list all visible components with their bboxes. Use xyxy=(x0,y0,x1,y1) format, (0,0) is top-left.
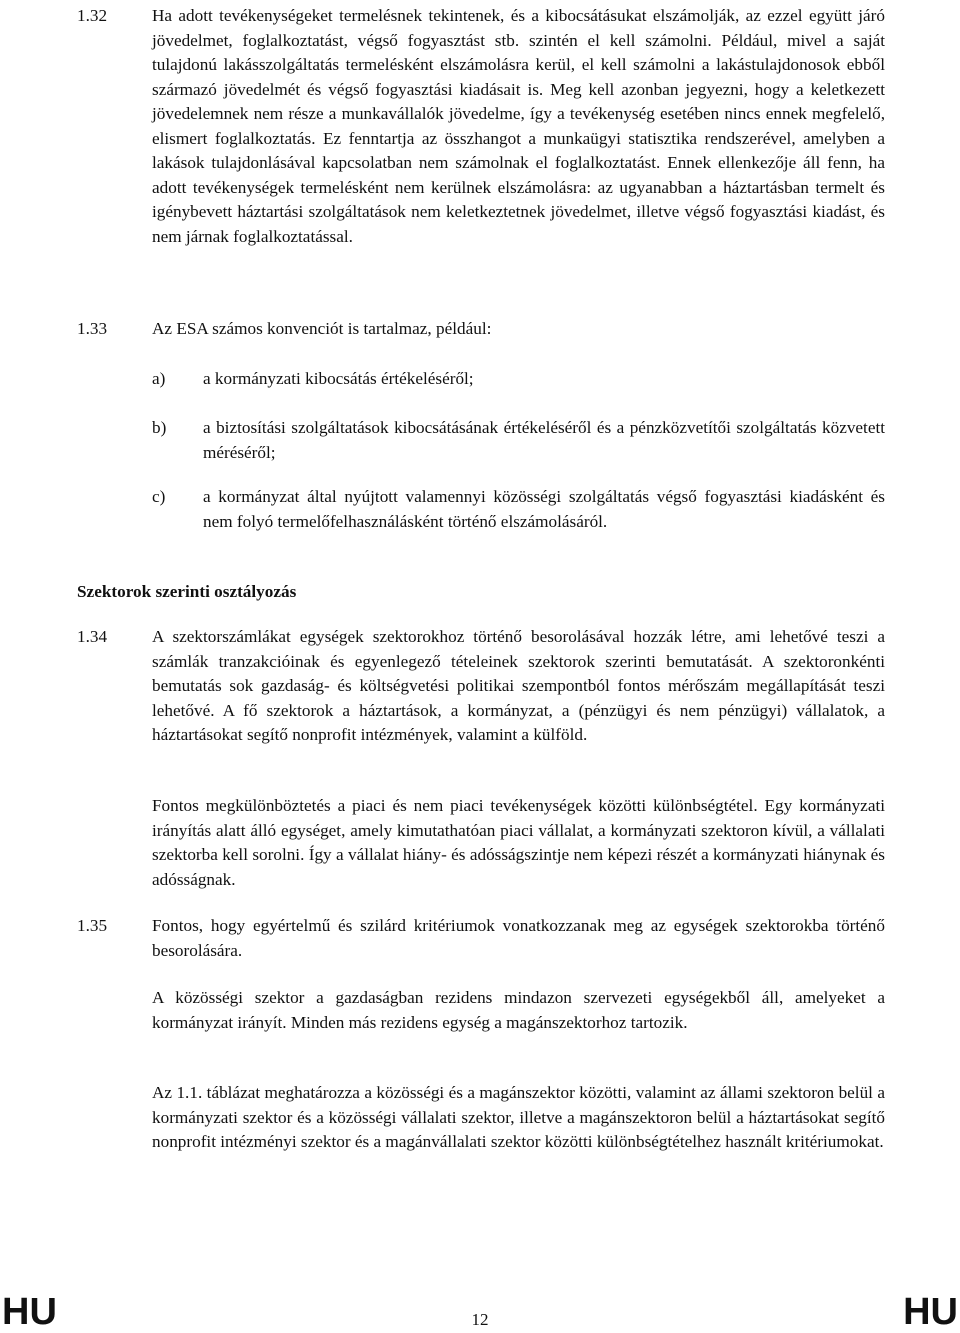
list-item-b: a biztosítási szolgáltatások kibocsátásának értékeléséről és a pénzközvetítői szolgáltatás közvetett méréséről; xyxy=(203,418,885,462)
list-item-letter-b: b) xyxy=(152,418,167,437)
paragraph-number-1-34: 1.34 xyxy=(77,627,108,646)
section-heading: Szektorok szerinti osztályozás xyxy=(77,582,297,601)
page-number: 12 xyxy=(471,1310,489,1329)
list-item-letter-a: a) xyxy=(152,369,166,388)
list-item-c: a kormányzat által nyújtott valamennyi közösségi szolgáltatás végső fogyasztási kiadásként és nem folyó termelőfelhasználásként történő elszámolásáról. xyxy=(203,487,885,531)
list-item-a: a kormányzati kibocsátás értékeléséről; xyxy=(203,369,474,388)
footer-language-code-left: HU xyxy=(2,1291,57,1333)
footer-language-code-right: HU xyxy=(903,1291,958,1333)
paragraph-1-33: Az ESA számos konvenciót is tartalmaz, például: xyxy=(152,319,492,338)
paragraph-1-34: A szektorszámlákat egységek szektorokhoz történő besorolásával hozzák létre, ami lehetővé teszi a számlák tranzakcióinak és egyenlegező tételeinek szektorok szerinti bemutatását. A szektoronkénti bemutatás sok gazdaság- és költségvetési politikai szempontból fontos mérőszám megállapítását teszi lehetővé. A fő szektorok a háztartások, a kormányzat, a (pénzügyi és nem pénzügyi) vállalatok, a háztartásokat segítő nonprofit intézmények, valamint a külföld. xyxy=(152,627,885,744)
paragraph-1-35-table-reference: Az 1.1. táblázat meghatározza a közösségi és a magánszektor közötti, valamint az állami szektoron belül a kormányzati szektor és a közösségi vállalati szektor, illetve a magánszektoron belül a háztartásokat segítő nonprofit intézményi szektor és a magánvállalati szektor közötti különbségtételhez használt kritériumokat. xyxy=(152,1083,885,1151)
paragraph-number-1-33: 1.33 xyxy=(77,319,108,338)
paragraph-1-34-continued: Fontos megkülönböztetés a piaci és nem piaci tevékenységek közötti különbségtétel. Egy kormányzati irányítás alatt álló egységet, amely kimutathatóan piaci vállalat, a kormányzati szektoron kívül, a vállalati szektorba kell sorolni. Így a vállalat hiány- és adósságszintje nem képezi részét a kormányzati hiánynak és adósságnak. xyxy=(152,796,885,889)
paragraph-number-1-35: 1.35 xyxy=(77,916,108,935)
paragraph-1-35: Fontos, hogy egyértelmű és szilárd kritériumok vonatkozzanak meg az egységek szektorokba történő besorolására. xyxy=(152,916,885,960)
paragraph-number-1-32: 1.32 xyxy=(77,6,108,25)
list-item-letter-c: c) xyxy=(152,487,166,506)
paragraph-1-32: Ha adott tevékenységeket termelésnek tekintenek, és a kibocsátásukat elszámolják, az ezzel együtt járó jövedelmet, foglalkoztatást, végső fogyasztást stb. szintén el kell számolni. Például, mivel a saját tulajdonú lakásszolgáltatás termelésként elszámolásra kerül, el kell számolni a lakástulajdonosok ebből származó jövedelmét és végső fogyasztási kiadásait is. Meg kell azonban jegyezni, hogy a keletkezett jövedelemnek nem része a munkavállalók jövedelme, így a tevékenység esetében nincs ennek megfelelő, elismert foglalkoztatás. Ez fenntartja az összhangot a munkaügyi statisztika rendszerével, amelyben a lakások tulajdonlásával kapcsolatban nem számolnak el foglalkoztatást. Ennek ellenkezője áll fenn, ha adott tevékenységek termelésként nem kerülnek elszámolásra: az ugyanabban a háztartásban termelt és igénybevett háztartási szolgáltatások nem keletkeztetnek jövedelmet, illetve végső fogyasztási kiadást, és nem járnak foglalkoztatással. xyxy=(152,6,885,246)
paragraph-1-35-public-sector: A közösségi szektor a gazdaságban rezidens mindazon szervezeti egységekből áll, amelyeket a kormányzat irányít. Minden más rezidens egység a magánszektorhoz tartozik. xyxy=(152,988,885,1032)
